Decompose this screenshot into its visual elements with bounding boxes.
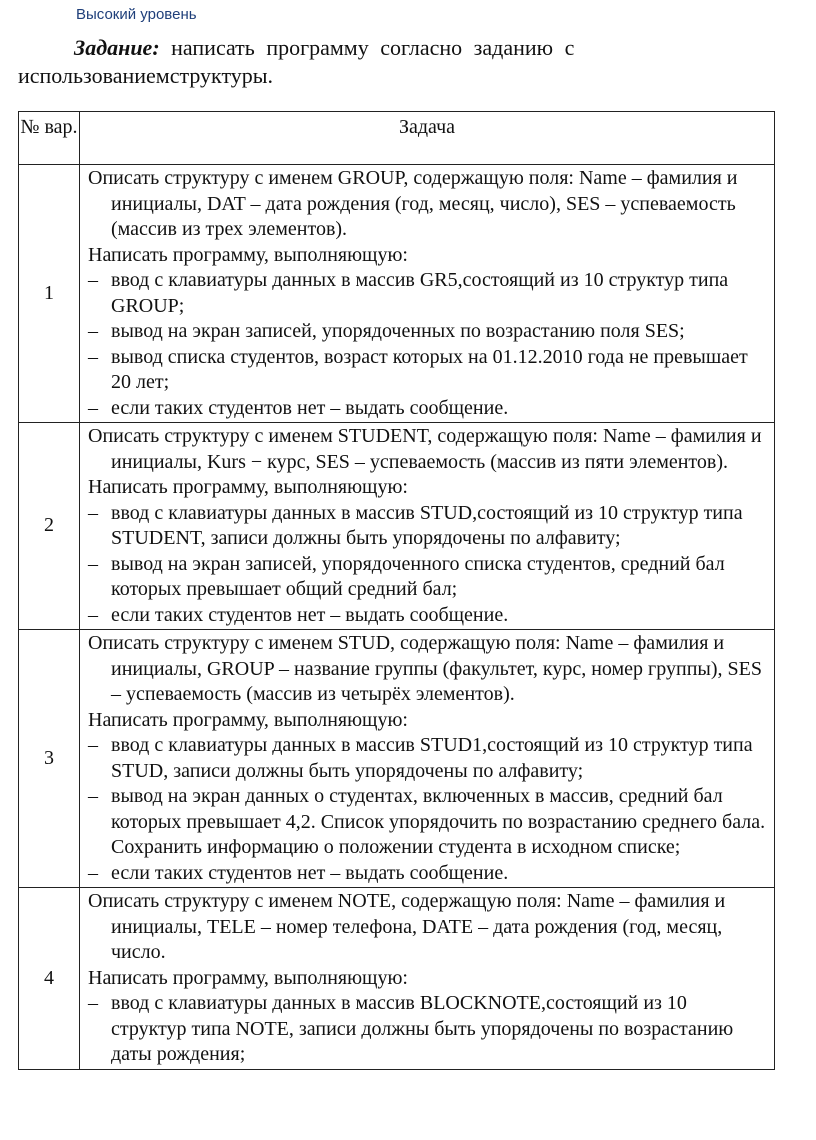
list-item: – ввод с клавиатуры данных в массив BLOCKNOTE,состоящий из 10 структур типа NOTE, записи должны быть упорядочены по возрастанию даты рождения;: [88, 992, 734, 1065]
program-intro: Написать программу, выполняющую:: [88, 966, 408, 989]
header-level: Высокий уровень: [76, 6, 197, 23]
table-row: [19, 423, 775, 630]
list-item: – ввод с клавиатуры данных в массив STUD,состоящий из 10 структур типа STUDENT, записи должны быть упорядочены по алфавиту;: [88, 501, 743, 549]
col-header-variant: № вар.: [19, 112, 80, 165]
task-description: Описать структуру с именем STUDENT, содержащую поля: Name – фамилия и инициалы, Kurs − курс, SES – успеваемость (массив из пяти элементов).: [88, 425, 762, 473]
assignment-intro: [18, 34, 778, 90]
task-description: Описать структуру с именем NOTE, содержащую поля: Name – фамилия и инициалы, TELE – номер телефона, DATE – дата рождения (год, месяц, число.: [88, 890, 726, 963]
program-intro: Написать программу, выполняющую:: [88, 243, 408, 266]
variant-number: 4: [19, 888, 80, 1070]
task-cell: [80, 423, 775, 630]
col-header-task: Задача: [80, 112, 775, 165]
variant-number: 3: [19, 630, 80, 888]
table-row: [19, 630, 775, 888]
assignment-line-2: использованиемструктуры.: [18, 63, 274, 88]
list-item: – ввод с клавиатуры данных в массив STUD1,состоящий из 10 структур типа STUD, записи должны быть упорядочены по алфавиту;: [88, 734, 753, 782]
list-item: – если таких студентов нет – выдать сообщение.: [88, 861, 509, 884]
task-cell: [80, 888, 775, 1070]
tasks-table: [18, 111, 775, 1070]
list-item: – вывод на экран данных о студентах, включенных в массив, средний бал которых превышает 4,2. Список упорядочить по возрастанию среднего бала. Сохранить информацию о положении студента в исходном списке;: [88, 785, 766, 858]
list-item: – ввод с клавиатуры данных в массив GR5,состоящий из 10 структур типа GROUP;: [88, 269, 729, 317]
list-item: – вывод на экран записей, упорядоченного списка студентов, средний бал которых превышает общий средний бал;: [88, 552, 725, 600]
assignment-label: Задание:: [74, 35, 160, 60]
program-intro: Написать программу, выполняющую:: [88, 708, 408, 731]
assignment-text: написать программу согласно заданию с: [171, 35, 575, 60]
task-cell: [80, 630, 775, 888]
assignment-line-1: [18, 34, 778, 62]
list-item: – вывод на экран записей, упорядоченных по возрастанию поля SES;: [88, 320, 685, 342]
list-item: – вывод списка студентов, возраст которых на 01.12.2010 года не превышает 20 лет;: [88, 345, 748, 393]
variant-number: 2: [19, 423, 80, 630]
task-description: Описать структуру с именем GROUP, содержащую поля: Name – фамилия и инициалы, DAT – дата рождения (год, месяц, число), SES – успеваемость (массив из трех элементов).: [88, 167, 738, 240]
task-cell: [80, 165, 775, 423]
table-header-row: [19, 112, 775, 165]
table-row: [19, 888, 775, 1070]
task-description: Описать структуру с именем STUD, содержащую поля: Name – фамилия и инициалы, GROUP – название группы (факультет, курс, номер группы), SES – успеваемость (массив из четырёх элементов).: [88, 632, 762, 705]
list-item: – если таких студентов нет – выдать сообщение.: [88, 396, 509, 419]
list-item: – если таких студентов нет – выдать сообщение.: [88, 603, 509, 626]
table-row: [19, 165, 775, 423]
program-intro: Написать программу, выполняющую:: [88, 476, 408, 498]
variant-number: 1: [19, 165, 80, 423]
